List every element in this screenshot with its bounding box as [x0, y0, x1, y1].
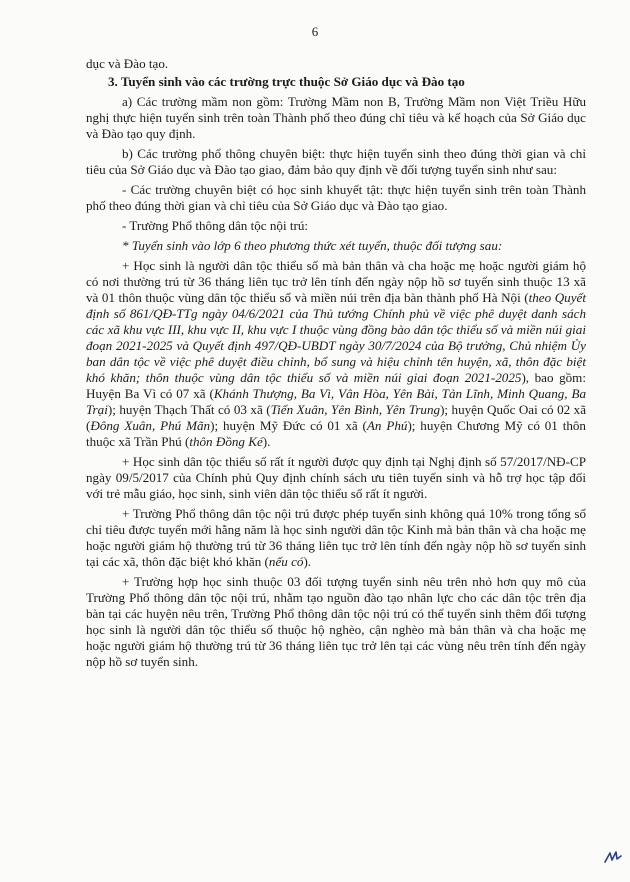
initials-signature-mark	[604, 850, 622, 864]
paragraph-special-schools: b) Các trường phổ thông chuyên biệt: thực hiện tuyển sinh theo đúng thời gian và chỉ tiêu của Sở Giáo dục và Đào tạo giao, đảm bảo quy định về đối tượng tuyển sinh như sau:	[86, 146, 586, 177]
page-number: 6	[311, 24, 319, 39]
paragraph-ethnic-minority-students: + Học sinh là người dân tộc thiểu số mà bản thân và cha hoặc mẹ hoặc người giám hộ có nơi thường trú từ 36 tháng liên tục trở lên tính đến ngày nộp hồ sơ tuyển sinh thuộc 13 xã và 01 thôn thuộc vùng dân tộc thiểu số và miền núi trên địa bàn thành phố Hà Nội (theo Quyết định số 861/QĐ-TTg ngày 04/6/2021 của Thủ tướng Chính phủ về việc phê duyệt danh sách các xã khu vực III, khu vực II, khu vực I thuộc vùng đồng bào dân tộc thiểu số và miền núi giai đoạn 2021-2025 và Quyết định 497/QĐ-UBDT ngày 30/7/2024 của Bộ trưởng, Chủ nhiệm Ủy ban dân tộc về việc phê duyệt điều chỉnh, bổ sung và hiệu chỉnh tên huyện, xã, thôn đặc biệt khó khăn; thôn thuộc vùng dân tộc thiểu số và miền núi giai đoạn 2021-2025), bao gồm: Huyện Ba Vì có 07 xã (Khánh Thượng, Ba Vì, Vân Hòa, Yên Bài, Tản Lĩnh, Minh Quang, Ba Trại); huyện Thạch Thất có 03 xã (Tiến Xuân, Yên Bình, Yên Trung); huyện Quốc Oai có 02 xã (Đông Xuân, Phú Mãn); huyện Mỹ Đức có 01 xã (An Phú); huyện Chương Mỹ có 01 thôn thuộc xã Trần Phú (thôn Đồng Ké).	[86, 258, 587, 449]
paragraph-grade6-admission: * Tuyển sinh vào lớp 6 theo phương thức xét tuyển, thuộc đối tượng sau:	[122, 238, 503, 253]
paragraph-ethnic-boarding-school: - Trường Phổ thông dân tộc nội trú:	[122, 218, 309, 233]
document-body	[86, 56, 586, 674]
paragraph-additional-enrollment: + Trường hợp học sinh thuộc 03 đối tượng tuyển sinh nêu trên nhỏ hơn quy mô của Trường Phổ thông dân tộc nội trú, nhằm tạo nguồn đào tạo nhân lực cho các dân tộc trên địa bàn tại các huyện nêu trên, Trường Phổ thông dân tộc nội trú có thể tuyển sinh thêm đối tượng học sinh là người dân tộc thiểu số thuộc hộ nghèo, cận nghèo mà bản thân và cha hoặc mẹ hoặc người giám hộ thường trú từ 36 tháng liên tục trở lên tại các vùng nêu trên tính đến ngày nộp hồ sơ tuyển sinh.	[86, 574, 586, 669]
paragraph-kinh-quota: + Trường Phổ thông dân tộc nội trú được phép tuyển sinh không quá 10% trong tổng số chỉ tiêu được tuyển mới hằng năm là học sinh người dân tộc Kinh mà bản thân và cha hoặc mẹ hoặc người giám hộ thường trú từ 36 tháng liên tục trở lên tính đến ngày nộp hồ sơ tuyển sinh tại các xã, thôn đặc biệt khó khăn (nếu có).	[86, 506, 586, 569]
paragraph-disabled-schools: - Các trường chuyên biệt có học sinh khuyết tật: thực hiện tuyển sinh trên toàn Thành phố theo đúng thời gian và chỉ tiêu của Sở Giáo dục và Đào tạo giao.	[86, 182, 586, 213]
paragraph-very-small-minorities: + Học sinh dân tộc thiểu số rất ít người được quy định tại Nghị định số 57/2017/NĐ-CP ngày 09/5/2017 của Chính phủ Quy định chính sách ưu tiên tuyển sinh và hỗ trợ học tập đối với trẻ mẫu giáo, học sinh, sinh viên dân tộc thiểu số rất ít người.	[86, 454, 586, 501]
paragraph-continuation: dục và Đào tạo.	[86, 56, 169, 71]
paragraph-preschools: a) Các trường mầm non gồm: Trường Mầm non B, Trường Mầm non Việt Triều Hữu nghị thực hiện tuyển sinh trên toàn Thành phố theo đúng chỉ tiêu và kế hoạch của Sở Giáo dục và Đào tạo quy định.	[86, 94, 586, 141]
section-heading: 3. Tuyển sinh vào các trường trực thuộc Sở Giáo dục và Đào tạo	[108, 74, 465, 89]
